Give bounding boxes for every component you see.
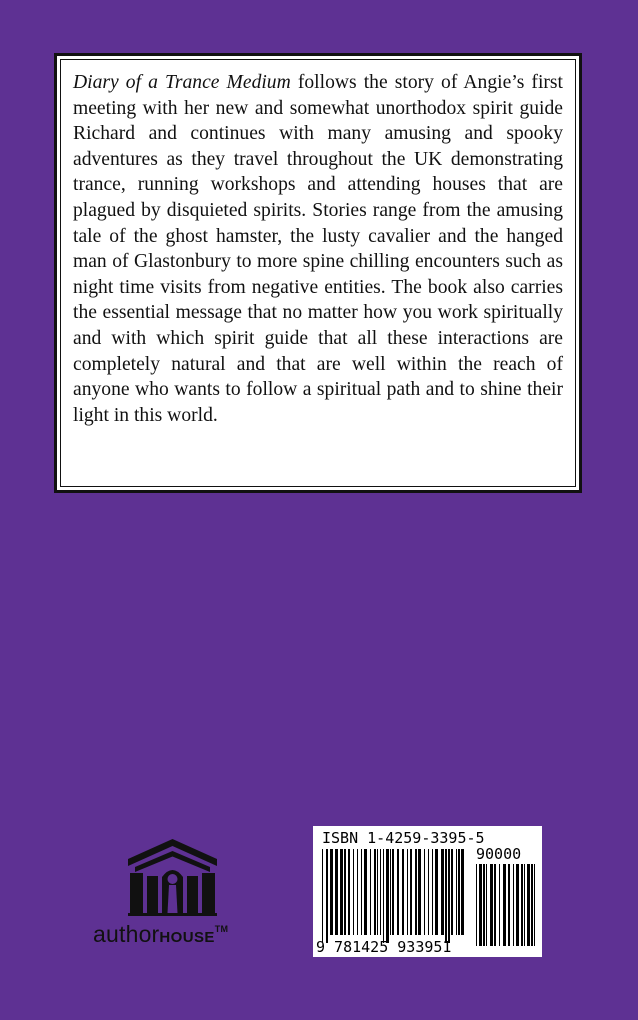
barcode-bar <box>335 849 338 935</box>
barcode-bar <box>326 849 328 943</box>
barcode-bar <box>435 849 438 935</box>
barcode-bar <box>476 864 477 946</box>
barcode-bar <box>445 849 447 943</box>
authorhouse-logo-icon <box>125 837 220 917</box>
publisher-wordmark <box>93 921 268 948</box>
barcode-block <box>313 826 542 957</box>
barcode-bar <box>483 864 485 946</box>
barcode-bar <box>340 849 343 935</box>
barcode-bar <box>424 849 425 935</box>
barcode-bar <box>322 849 323 943</box>
barcode-bar <box>383 849 384 943</box>
barcode-bar <box>494 864 496 946</box>
barcode-bar <box>344 849 346 935</box>
barcode-bar <box>374 849 376 935</box>
barcode-bar <box>357 849 358 935</box>
barcode-bar <box>490 864 493 946</box>
price-addon-digits: 90000 <box>476 845 522 863</box>
barcode-bar <box>448 849 450 943</box>
blurb-body: follows the story of Angie’s first meeting with her new and somewhat unorthodox spirit guide Richard and continues with many amusing and spooky adventures as they travel throughout the UK demonstrating trance, running workshops and attending houses that are plagued by disquieted spirits. Stories range from the amusing tale of the ghost hamster, the lusty cavalier and the hanged man of Glastonbury to more spine chilling encounters such as night time visits from negative entities. The book also carries the essential message that no matter how you work spiritually and with which spirit guide that all these interactions are completely natural and that are well within the reach of anyone who wants to follow a spiritual path and to shine their light in this world. <box>73 72 563 426</box>
barcode-bar <box>353 849 354 935</box>
wordmark-lower: author <box>93 921 160 947</box>
isbn-text: ISBN 1-4259-3395-5 <box>322 829 485 847</box>
barcode-bar <box>531 864 533 946</box>
trademark-mark: TM <box>214 924 229 934</box>
barcode-bar <box>418 849 421 935</box>
barcode-bar <box>410 849 412 935</box>
barcode-bar <box>397 849 399 935</box>
blurb-text <box>73 70 563 428</box>
addon-barcode <box>476 864 536 954</box>
barcode-bar <box>407 849 408 935</box>
barcode-bar <box>348 849 350 935</box>
barcode-bar <box>513 864 514 946</box>
barcode-bar <box>380 849 381 935</box>
barcode-bar <box>361 849 362 935</box>
barcode-bar <box>486 864 487 946</box>
barcode-bar <box>456 849 457 935</box>
barcode-bar <box>508 864 510 946</box>
barcode-bar <box>461 849 464 935</box>
barcode-bar <box>402 849 404 935</box>
barcode-bar <box>415 849 417 935</box>
barcode-bar <box>521 864 523 946</box>
barcode-bar <box>451 849 453 935</box>
wordmark-caps: HOUSE <box>159 929 215 946</box>
barcode-bar <box>330 849 333 935</box>
barcode-bar <box>479 864 482 946</box>
blurb-inner-border <box>60 59 576 487</box>
barcode-bar <box>503 864 506 946</box>
barcode-bar <box>534 864 535 946</box>
barcode-bar <box>458 849 460 935</box>
barcode-bar <box>377 849 378 935</box>
barcode-bar <box>386 849 389 943</box>
barcode-bar <box>432 849 433 935</box>
barcode-bar <box>390 849 391 935</box>
book-title: Diary of a Trance Medium <box>73 72 291 93</box>
barcode-bar <box>527 864 530 946</box>
barcode-bar <box>524 864 525 946</box>
barcode-bar <box>392 849 394 935</box>
blurb-panel <box>54 53 582 493</box>
publisher-logo <box>93 837 268 952</box>
barcode-bar <box>370 849 371 935</box>
ean-barcode <box>322 849 467 943</box>
barcode-bar <box>499 864 500 946</box>
barcode-bar <box>516 864 519 946</box>
barcode-bar <box>428 849 429 935</box>
barcode-bar <box>364 849 367 935</box>
ean-digits: 9 781425 933951 <box>316 938 452 956</box>
barcode-bar <box>441 849 444 935</box>
